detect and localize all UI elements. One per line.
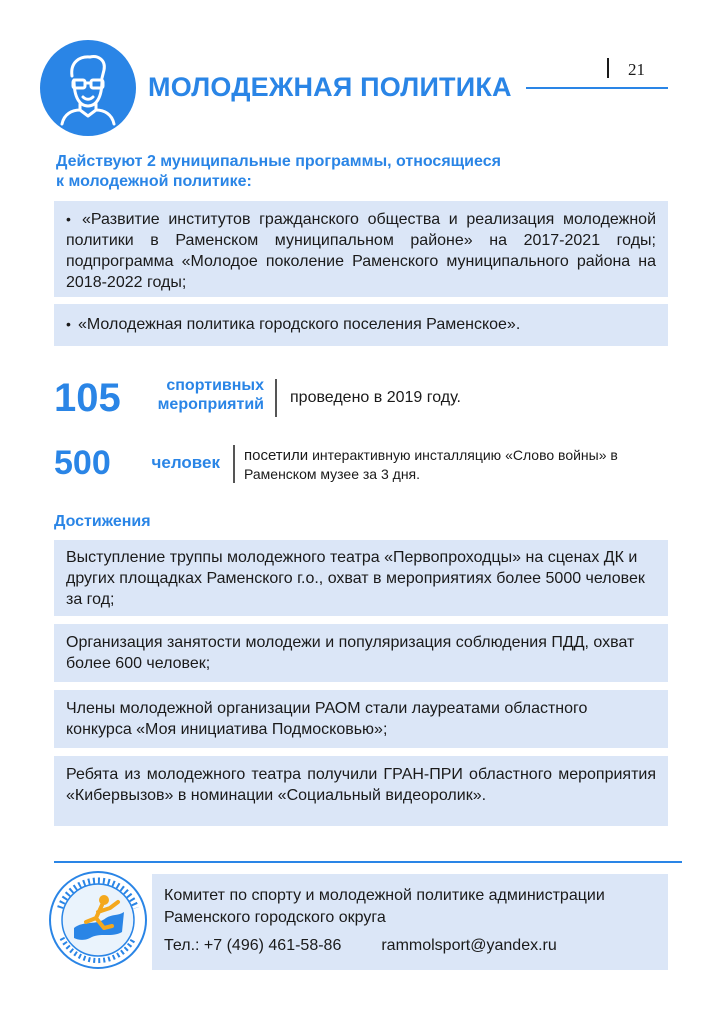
achievement-text-3: Члены молодежной организации РАОМ стали лауреатами областного конкурса «Моя инициатива Подмосковью»; bbox=[66, 700, 588, 738]
achievement-text-4: Ребята из молодежного театра получили ГРАН-ПРИ областного мероприятия «Кибервызов» в номинации «Социальный видеоролик». bbox=[66, 766, 656, 804]
stat-number-events: 105 bbox=[54, 376, 121, 420]
programs-intro-line1: Действуют 2 муниципальные программы, относящиеся bbox=[56, 153, 501, 170]
page-number-divider bbox=[607, 58, 609, 78]
program-box-1 bbox=[54, 201, 668, 297]
footer-email-link[interactable]: rammolsport@yandex.ru bbox=[381, 937, 557, 954]
stat-label-events-line1: спортивных bbox=[166, 377, 264, 394]
program-title-1: «Развитие институтов гражданского общества и реализация молодежной политики в Раменском муниципальном районе» на 2017-2021 годы; подпрограмма «Молодое поколение Раменского муниципального района на 2018-2022 годы; bbox=[66, 211, 656, 291]
achievement-box-4 bbox=[54, 756, 668, 826]
stat-description-lead: посетили bbox=[244, 447, 309, 464]
footer-org-line2: Раменского городского округа bbox=[164, 909, 386, 926]
program-text-2 bbox=[66, 314, 656, 335]
program-text-1 bbox=[66, 209, 656, 293]
achievements-heading: Достижения bbox=[54, 513, 151, 530]
achievement-box-1 bbox=[54, 540, 668, 616]
stat-label-events bbox=[140, 376, 264, 414]
achievement-text-2: Организация занятости молодежи и популяризация соблюдения ПДД, охват более 600 человек; bbox=[66, 634, 635, 672]
stat-number-visitors: 500 bbox=[54, 444, 111, 482]
stat-divider bbox=[233, 445, 235, 483]
stat-description-events: проведено в 2019 году. bbox=[290, 389, 461, 406]
bullet-icon: • bbox=[66, 316, 71, 332]
committee-emblem-icon bbox=[46, 868, 150, 972]
achievement-text-1: Выступление труппы молодежного театра «Первопроходцы» на сценах ДК и других площадках Раменского г.о., охват в мероприятиях более 5000 человек за год; bbox=[66, 549, 645, 608]
footer-divider bbox=[54, 861, 682, 863]
achievement-box-2 bbox=[54, 624, 668, 682]
stat-description-visitors bbox=[244, 446, 668, 484]
footer-contacts bbox=[164, 937, 656, 955]
programs-intro bbox=[56, 152, 656, 192]
achievement-box-3 bbox=[54, 690, 668, 748]
page-title: МОЛОДЕЖНАЯ ПОЛИТИКА bbox=[148, 72, 512, 102]
program-title-2: «Молодежная политика городского поселения Раменское». bbox=[78, 316, 521, 333]
stat-label-visitors: человек bbox=[151, 453, 220, 472]
programs-intro-line2: к молодежной политике: bbox=[56, 173, 252, 190]
footer-contact-box bbox=[152, 874, 668, 970]
bullet-icon: • bbox=[66, 211, 71, 227]
footer-org-line1: Комитет по спорту и молодежной политике администрации bbox=[164, 887, 605, 904]
stat-description-rest: интерактивную инсталляцию «Слово войны» в Раменском музее за 3 дня. bbox=[244, 447, 618, 482]
young-person-icon bbox=[40, 40, 136, 136]
footer-phone: Тел.: +7 (496) 461-58-86 bbox=[164, 937, 342, 954]
title-underline bbox=[526, 87, 668, 89]
stat-label-events-line2: мероприятий bbox=[157, 396, 264, 413]
page-number: 21 bbox=[628, 60, 645, 79]
program-box-2 bbox=[54, 304, 668, 346]
stat-divider bbox=[275, 379, 277, 417]
